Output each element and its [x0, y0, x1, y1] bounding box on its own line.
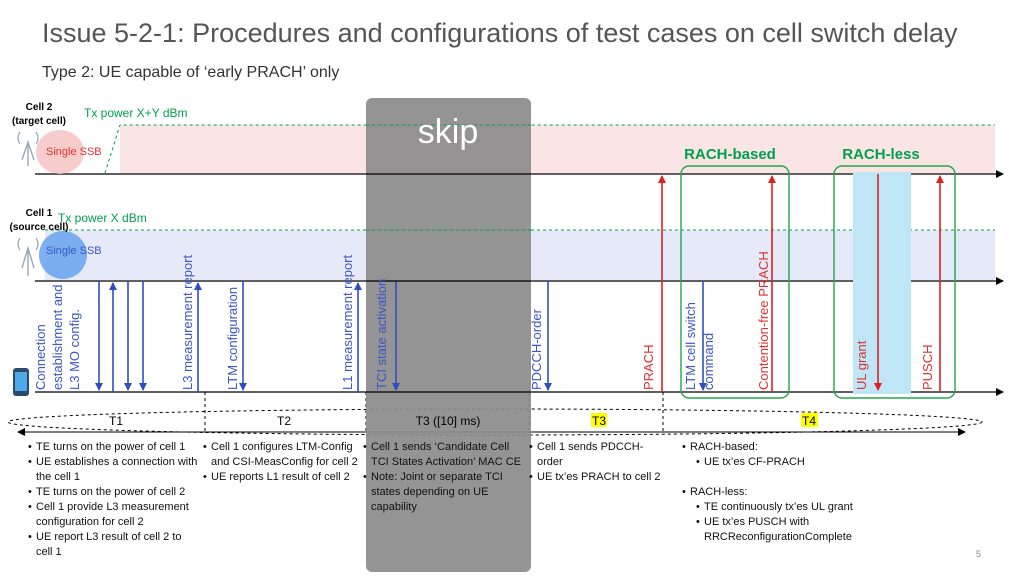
t4-notes — [682, 440, 882, 545]
ltm-switch-label-2: command — [701, 332, 716, 390]
t1-note: • UE report L3 result of cell 2 to cell 1 — [28, 530, 200, 560]
pdcch-order-label: PDCCH-order — [529, 309, 544, 390]
period-t3-ms: T3 ([10] ms) — [415, 414, 481, 428]
tci-activation-label: TCI state activation — [374, 278, 389, 390]
slide-number: 5 — [976, 549, 982, 559]
t1-note: • Cell 1 provide L3 measurement configuration for cell 2 — [28, 500, 200, 530]
slide-subtitle: Type 2: UE capable of ‘early PRACH’ only — [42, 64, 340, 81]
period-t4: T4 — [801, 414, 817, 428]
t1-note: • UE establishes a connection with the cell 1 — [28, 455, 200, 485]
period-t2: T2 — [276, 414, 292, 428]
t4-rach-based-sub: • UE tx’es CF-PRACH — [696, 455, 882, 470]
t3-ms-note: • Note: Joint or separate TCI states depending on UE capability — [363, 470, 528, 515]
cell1-label-line1: Cell 1 — [25, 208, 53, 219]
t4-rach-less: • RACH-less: — [682, 485, 882, 500]
ltm-switch-label-1: LTM cell switch — [683, 302, 698, 390]
cell1-label-line2: (source cell) — [9, 222, 69, 233]
rach-based-label: RACH-based — [684, 146, 776, 163]
t4-rach-less-sub: • UE tx’es PUSCH with RRCReconfigurationComplete — [696, 515, 882, 545]
t2-note: • Cell 1 configures LTM-Config and CSI-MeasConfig for cell 2 — [203, 440, 365, 470]
cell1-power-label: Tx power X dBm — [58, 211, 147, 225]
t3-ms-note: • Cell 1 sends ‘Candidate Cell TCI States Activation’ MAC CE — [363, 440, 528, 470]
cell1-ssb-label: Single SSB — [46, 245, 102, 257]
t3-notes — [529, 440, 669, 485]
prach-label: PRACH — [641, 344, 656, 390]
t3-note: • Cell 1 sends PDCCH-order — [529, 440, 669, 470]
period-t3: T3 — [591, 414, 607, 428]
pusch-label: PUSCH — [920, 344, 935, 390]
rach-less-label: RACH-less — [842, 146, 920, 163]
phone-icon — [13, 368, 29, 396]
conn-setup-label-3: L3 MO config. — [67, 309, 82, 390]
cf-prach-label: Contention-free PRACH — [756, 251, 771, 390]
cell2-power-label: Tx power X+Y dBm — [84, 106, 188, 120]
t3-ms-notes — [363, 440, 528, 515]
l3-report-label: L3 measurement report — [180, 254, 195, 390]
t1-note: • TE turns on the power of cell 2 — [28, 485, 200, 500]
ul-grant-label: UL grant — [854, 340, 869, 390]
t2-notes — [203, 440, 365, 485]
conn-setup-label-2: establishment and — [50, 284, 65, 390]
l1-report-label: L1 measurement report — [340, 254, 355, 390]
cell2-label-line1: Cell 2 — [25, 102, 53, 113]
t4-rach-based: • RACH-based: — [682, 440, 882, 455]
skip-label: skip — [417, 113, 479, 151]
t1-note: • TE turns on the power of cell 1 — [28, 440, 200, 455]
t2-note: • UE reports L1 result of cell 2 — [203, 470, 365, 485]
ltm-config-label: LTM configuration — [225, 286, 240, 390]
cell2-ssb-label: Single SSB — [46, 146, 102, 158]
period-t1: T1 — [108, 414, 124, 428]
t4-rach-less-sub: • TE continuously tx’es UL grant — [696, 500, 882, 515]
t3-note: • UE tx’es PRACH to cell 2 — [529, 470, 669, 485]
slide-title: Issue 5-2-1: Procedures and configurations of test cases on cell switch delay — [42, 18, 958, 48]
t1-notes — [28, 440, 200, 560]
conn-setup-label-1: Connection — [33, 324, 48, 390]
cell2-label-line2: (target cell) — [12, 116, 66, 127]
